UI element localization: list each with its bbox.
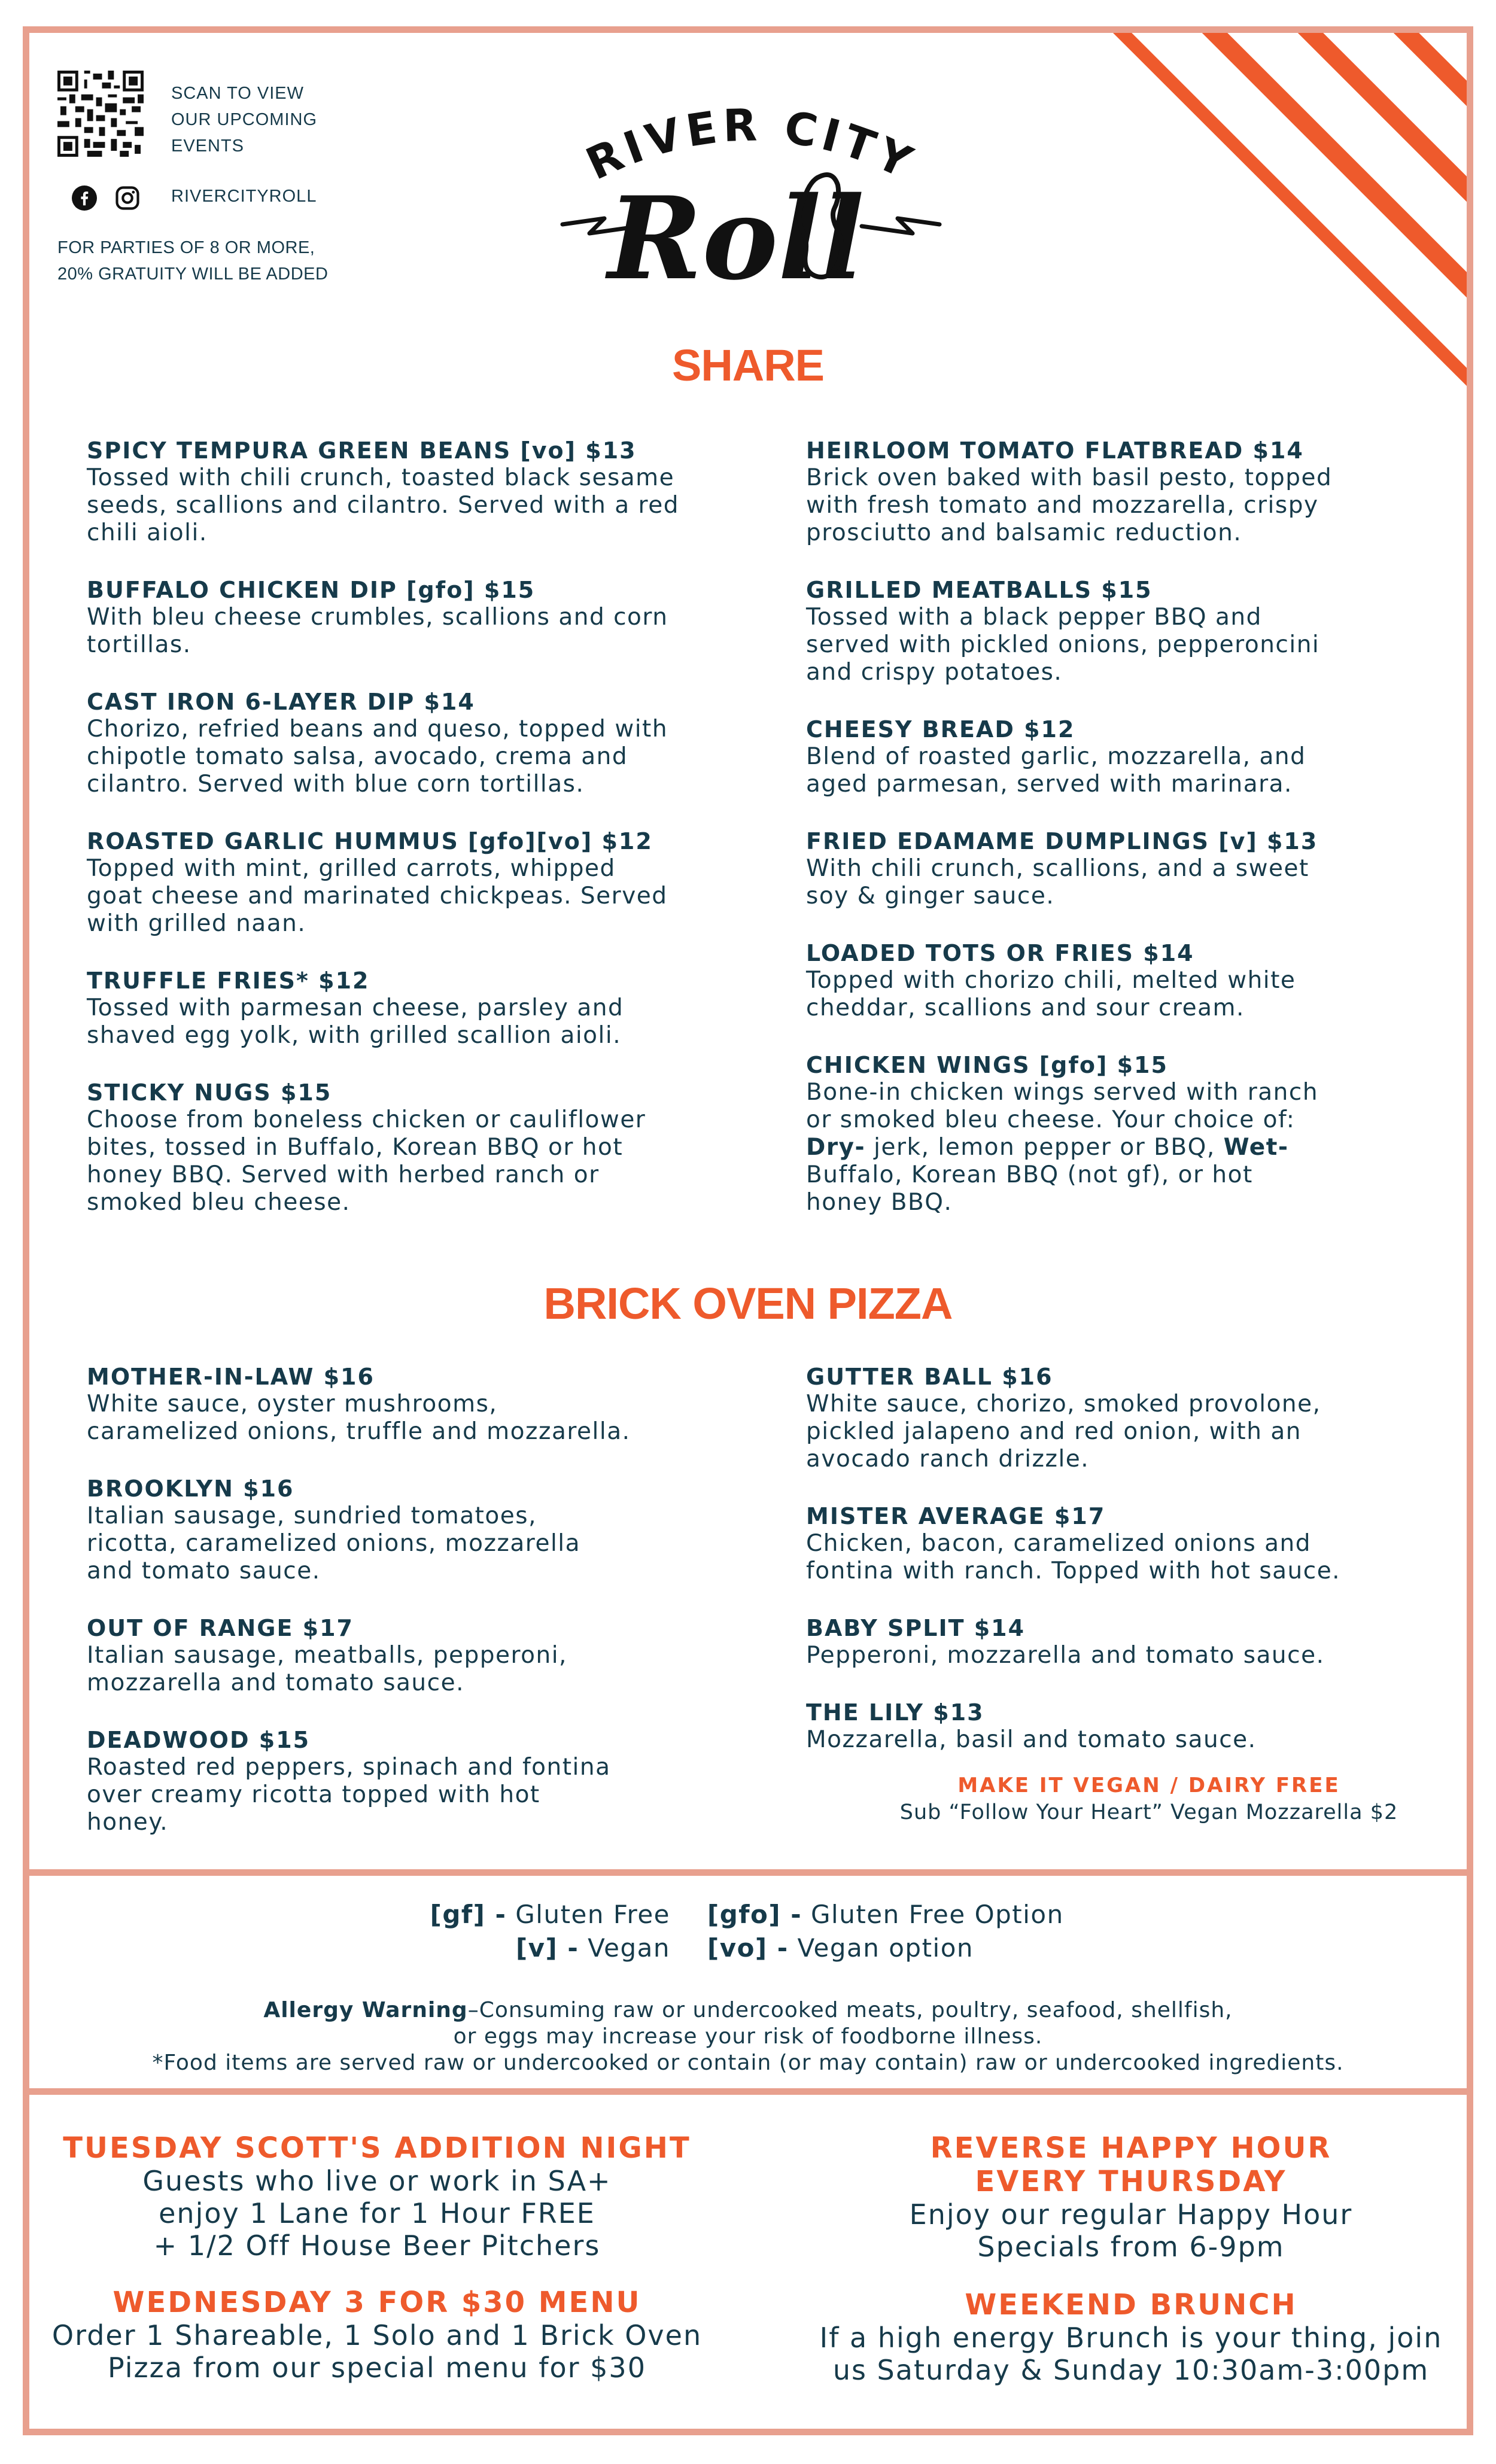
wings-desc-part: Buffalo, Korean BBQ (not gf), or hot honey BBQ. xyxy=(806,1161,1253,1216)
menu-item xyxy=(806,716,1476,798)
legend-v xyxy=(407,1931,670,1965)
promo-title: REVERSE HAPPY HOUR EVERY THURSDAY xyxy=(930,2131,1332,2198)
menu-item xyxy=(87,688,793,798)
wings-desc-part: Bone-in chicken wings served with ranch or smoked bleu cheese. Your choice of: xyxy=(806,1079,1319,1133)
menu-item-name: STICKY NUGS $15 xyxy=(87,1079,332,1106)
menu-item-name: DEADWOOD $15 xyxy=(87,1727,311,1753)
menu-item-name: MISTER AVERAGE $17 xyxy=(806,1503,1106,1529)
menu-item-desc: Tossed with a black pepper BBQ and served with pickled onions, pepperoncini and crispy potatoes. xyxy=(806,604,1320,686)
menu-item-desc: Blend of roasted garlic, mozzarella, and aged parmesan, served with marinara. xyxy=(806,743,1306,798)
vegan-note-desc: Sub “Follow Your Heart” Vegan Mozzarella $2 xyxy=(899,1800,1398,1824)
menu-item xyxy=(87,1614,793,1697)
logo-text-top: RIVER CITY xyxy=(578,99,924,190)
menu-item xyxy=(806,1502,1476,1585)
legend-gfo xyxy=(707,1898,1126,1931)
menu-item-desc: Chorizo, refried beans and queso, topped with chipotle tomato salsa, avocado, crema and cilantro. Served with blue corn tortillas. xyxy=(87,716,668,798)
pizza-column-left xyxy=(87,1363,793,1866)
promo-desc: Guests who live or work in SA+ enjoy 1 Lane for 1 Hour FREE + 1/2 Off House Beer Pitchers xyxy=(142,2165,612,2262)
menu-item-desc: With chili crunch, scallions, and a sweet soy & ginger sauce. xyxy=(806,855,1309,909)
section-title-pizza: BRICK OVEN PIZZA xyxy=(543,1279,953,1328)
promo-desc: Enjoy our regular Happy Hour Specials from 6-9pm xyxy=(909,2198,1353,2263)
menu-item-name: ROASTED GARLIC HUMMUS [gfo][vo] $12 xyxy=(87,828,653,854)
promo-title: TUESDAY SCOTT'S ADDITION NIGHT xyxy=(63,2131,691,2165)
menu-item xyxy=(806,1363,1476,1473)
legend-label: Vegan option xyxy=(788,1933,974,1963)
menu-item-desc: Tossed with parmesan cheese, parsley and shaved egg yolk, with grilled scallion aioli. xyxy=(87,994,624,1049)
decorative-stripes xyxy=(1113,33,1467,386)
menu-item xyxy=(806,1699,1476,1754)
wings-wet-label: Wet- xyxy=(1223,1134,1289,1161)
menu-item xyxy=(87,1363,793,1446)
menu-item-name: CHEESY BREAD $12 xyxy=(806,716,1075,743)
section-title-share: SHARE xyxy=(671,340,825,390)
divider-legend xyxy=(23,1869,1473,1876)
share-column-left xyxy=(87,437,793,1246)
allergy-label: Allergy Warning xyxy=(263,1998,468,2022)
menu-item-name: BABY SPLIT $14 xyxy=(806,1615,1026,1641)
legend-label: Gluten Free Option xyxy=(802,1900,1064,1929)
menu-item-name: CAST IRON 6-LAYER DIP $14 xyxy=(87,689,475,715)
menu-item xyxy=(87,1475,793,1585)
menu-item-desc: Choose from boneless chicken or cauliflower bites, tossed in Buffalo, Korean BBQ or hot honey BBQ. Served with herbed ranch or smoked bleu cheese. xyxy=(87,1106,646,1216)
menu-item-chicken-wings xyxy=(806,1051,1476,1216)
menu-item-desc: With bleu cheese crumbles, scallions and corn tortillas. xyxy=(87,604,668,658)
vegan-option-note xyxy=(802,1772,1496,1826)
legend-code: [vo] - xyxy=(707,1933,789,1963)
menu-item-name: MOTHER-IN-LAW $16 xyxy=(87,1364,375,1390)
menu-item xyxy=(87,967,793,1050)
menu-item-name: HEIRLOOM TOMATO FLATBREAD $14 xyxy=(806,437,1304,464)
logo-text-script: Roll xyxy=(607,172,865,305)
legend-vo xyxy=(707,1931,1126,1965)
allergy-line-1 xyxy=(36,1997,1460,2024)
menu-item-name: CHICKEN WINGS [gfo] $15 xyxy=(806,1052,1168,1078)
menu-item xyxy=(87,1726,793,1836)
menu-item xyxy=(806,1614,1476,1669)
qr-code-icon[interactable] xyxy=(57,71,144,157)
menu-item-desc: White sauce, oyster mushrooms, caramelized onions, truffle and mozzarella. xyxy=(87,1391,631,1445)
promo-desc: Order 1 Shareable, 1 Solo and 1 Brick Oven Pizza from our special menu for $30 xyxy=(51,2319,703,2384)
legend-label: Gluten Free xyxy=(506,1900,670,1929)
allergy-text: –Consuming raw or undercooked meats, poultry, seafood, shellfish, xyxy=(467,1998,1233,2022)
social-row xyxy=(72,184,407,212)
pizza-column-right xyxy=(806,1363,1476,1783)
legend-code: [gf] - xyxy=(430,1900,507,1929)
menu-item xyxy=(87,828,793,938)
menu-item-desc: Italian sausage, sundried tomatoes, ricotta, caramelized onions, mozzarella and tomato sauce. xyxy=(87,1502,581,1584)
menu-item-desc: Brick oven baked with basil pesto, topped with fresh tomato and mozzarella, crispy prosciutto and balsamic reduction. xyxy=(806,464,1333,546)
menu-item-name: TRUFFLE FRIES* $12 xyxy=(87,968,370,994)
menu-item-name: THE LILY $13 xyxy=(806,1699,984,1726)
legend-code: [v] - xyxy=(515,1933,579,1963)
menu-item xyxy=(806,576,1476,686)
menu-item-desc: White sauce, chorizo, smoked provolone, pickled jalapeno and red onion, with an avocado ranch drizzle. xyxy=(806,1391,1321,1473)
legend-gf xyxy=(407,1898,670,1931)
menu-item-name: SPICY TEMPURA GREEN BEANS [vo] $13 xyxy=(87,437,637,464)
menu-item xyxy=(87,1079,793,1216)
scan-events-text: SCAN TO VIEW OUR UPCOMING EVENTS xyxy=(171,84,317,156)
promo-title: WEEKEND BRUNCH xyxy=(965,2288,1297,2322)
divider-promos xyxy=(23,2088,1473,2095)
vegan-note-title: MAKE IT VEGAN / DAIRY FREE xyxy=(957,1774,1340,1797)
share-column-right xyxy=(806,437,1476,1246)
menu-item-name: BUFFALO CHICKEN DIP [gfo] $15 xyxy=(87,577,536,603)
allergy-line-3: *Food items are served raw or undercooked or contain (or may contain) raw or undercooked ingredients. xyxy=(152,2051,1344,2075)
wings-dry-label: Dry- xyxy=(806,1134,866,1161)
menu-item-desc: Roasted red peppers, spinach and fontina over creamy ricotta topped with hot honey. xyxy=(87,1754,611,1836)
legend-code: [gfo] - xyxy=(707,1900,802,1929)
menu-item-desc: Chicken, bacon, caramelized onions and fontina with ranch. Topped with hot sauce. xyxy=(806,1530,1341,1584)
menu-item xyxy=(806,828,1476,910)
menu-item-name: LOADED TOTS OR FRIES $14 xyxy=(806,940,1194,966)
menu-item-desc xyxy=(806,1079,1476,1216)
gratuity-note: FOR PARTIES OF 8 OR MORE, 20% GRATUITY WILL BE ADDED xyxy=(57,238,329,284)
menu-item xyxy=(806,437,1476,547)
promo-title: WEDNESDAY 3 FOR $30 MENU xyxy=(112,2286,641,2319)
menu-item-desc: Topped with chorizo chili, melted white cheddar, scallions and sour cream. xyxy=(806,967,1296,1021)
menu-item xyxy=(806,939,1476,1022)
allergy-warning xyxy=(36,1997,1460,2076)
wings-desc-part: jerk, lemon pepper or BBQ, xyxy=(865,1134,1224,1161)
promo-desc: If a high energy Brunch is your thing, join us Saturday & Sunday 10:30am-3:00pm xyxy=(819,2322,1443,2386)
menu-item-desc: Mozzarella, basil and tomato sauce. xyxy=(806,1726,1257,1753)
menu-item xyxy=(87,437,793,547)
menu-item-desc: Topped with mint, grilled carrots, whipped goat cheese and marinated chickpeas. Served with grilled naan. xyxy=(87,855,668,937)
menu-item-name: BROOKLYN $16 xyxy=(87,1476,294,1502)
allergy-line-2: or eggs may increase your risk of foodborne illness. xyxy=(453,2024,1043,2049)
social-handle[interactable]: RIVERCITYROLL xyxy=(171,187,317,206)
promo-thursday xyxy=(778,2131,1484,2263)
menu-item-name: OUT OF RANGE $17 xyxy=(87,1615,354,1641)
promo-brunch xyxy=(778,2288,1484,2386)
menu-item-name: GUTTER BALL $16 xyxy=(806,1364,1053,1390)
facebook-icon[interactable] xyxy=(72,185,97,211)
menu-item-desc: Italian sausage, meatballs, pepperoni, mozzarella and tomato sauce. xyxy=(87,1642,567,1696)
menu-item-name: FRIED EDAMAME DUMPLINGS [v] $13 xyxy=(806,828,1318,854)
menu-item-desc: Pepperoni, mozzarella and tomato sauce. xyxy=(806,1642,1325,1669)
river-city-roll-logo xyxy=(557,90,945,329)
promo-tuesday xyxy=(48,2131,706,2262)
menu-item-desc: Tossed with chili crunch, toasted black sesame seeds, scallions and cilantro. Served with a red chili aioli. xyxy=(87,464,679,546)
promo-wednesday xyxy=(48,2286,706,2384)
menu-item-name: GRILLED MEATBALLS $15 xyxy=(806,577,1153,603)
menu-item xyxy=(87,576,793,659)
lightning-right-icon xyxy=(862,218,939,233)
instagram-icon[interactable] xyxy=(115,185,140,211)
legend-label: Vegan xyxy=(579,1933,670,1963)
